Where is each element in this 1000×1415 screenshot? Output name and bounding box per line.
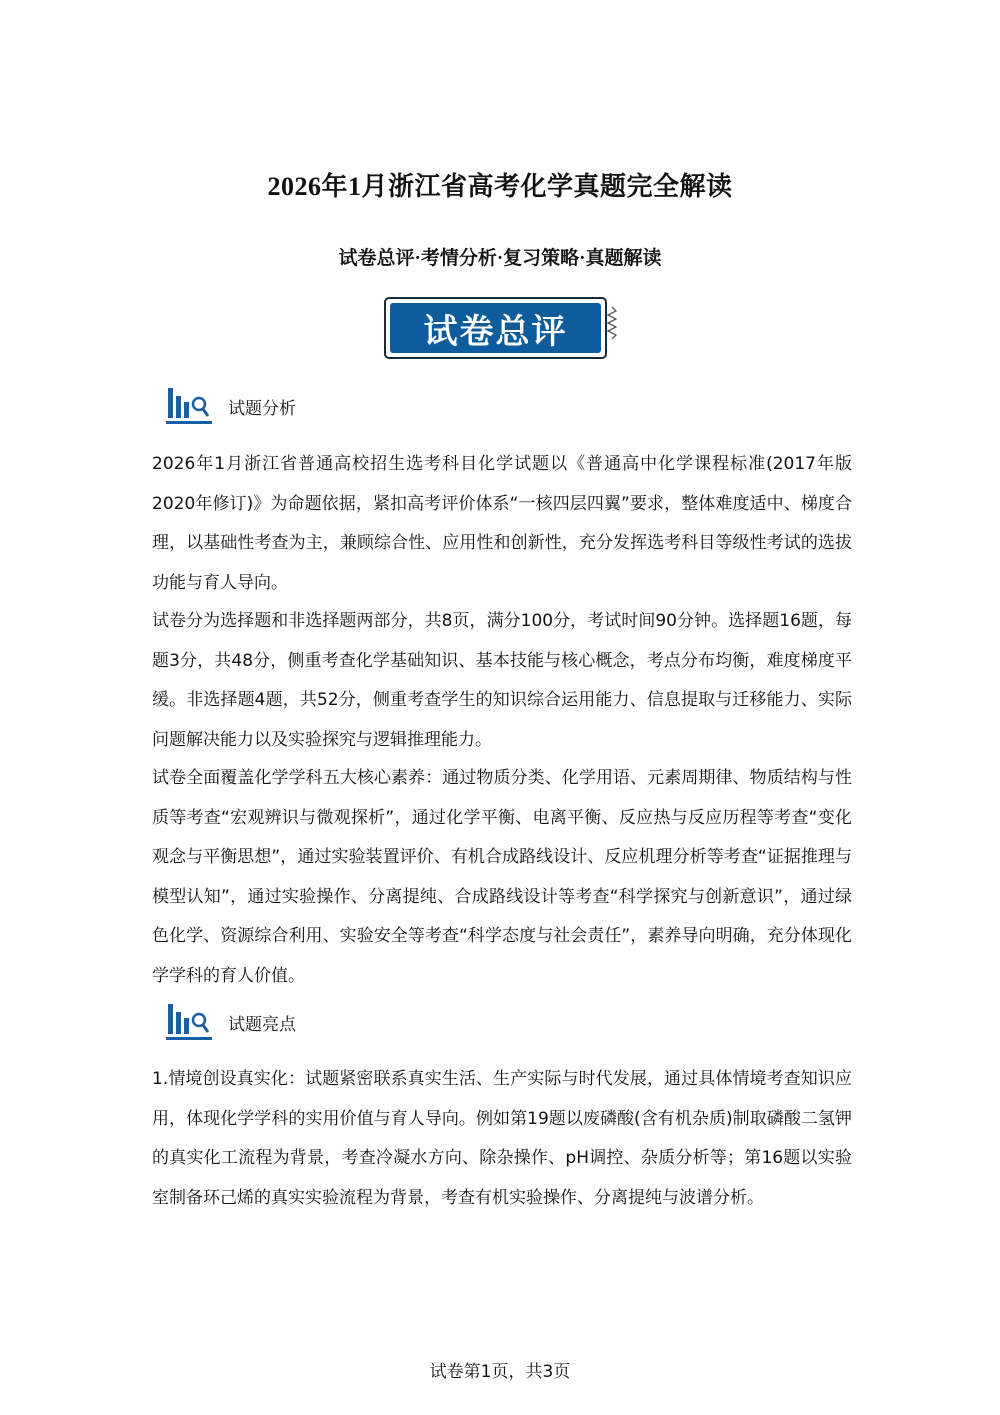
section-banner [384, 297, 607, 359]
section-heading-analysis [166, 386, 296, 426]
section-heading-label: 试题分析 [228, 398, 296, 419]
wavy-line-icon [606, 306, 618, 340]
section-heading-label: 试题亮点 [228, 1014, 296, 1035]
paragraph: 1.情境创设真实化：试题紧密联系真实生活、生产实际与时代发展，通过具体情境考查知识应用，体现化学学科的实用价值与育人导向。例如第19题以废磷酸(含有机杂质)制取磷酸二氢钾的真实化工流程为背景，考查冷凝水方向、除杂操作、pH调控、杂质分析等；第16题以实验室制备环己烯的真实实验流程为背景，考查有机实验操作、分离提纯与波谱分析。 [152, 1069, 852, 1208]
banner-label: 试卷总评 [423, 311, 568, 352]
chart-magnifier-icon [166, 1002, 212, 1042]
document-title: 2026年1月浙江省高考化学真题完全解读 [267, 172, 733, 201]
banner-fill [390, 303, 601, 353]
paragraph: 试卷分为选择题和非选择题两部分，共8页，满分100分，考试时间90分钟。选择题16题，每题3分，共48分，侧重考查化学基础知识、基本技能与核心概念，考点分布均衡，难度梯度平缓。非选择题4题，共52分，侧重考查学生的知识综合运用能力、信息提取与迁移能力、实际问题解决能力以及实验探究与逻辑推理能力。 [152, 611, 852, 750]
section-heading-highlights [166, 1002, 296, 1042]
chart-magnifier-icon [166, 386, 212, 426]
paragraph: 2026年1月浙江省普通高校招生选考科目化学试题以《普通高中化学课程标准(2017年版2020年修订)》为命题依据，紧扣高考评价体系“一核四层四翼”要求，整体难度适中、梯度合理，以基础性考查为主，兼顾综合性、应用性和创新性，充分发挥选考科目等级性考试的选拔功能与育人导向。 [152, 454, 852, 593]
page-footer: 试卷第1页，共3页 [429, 1362, 571, 1382]
paragraph: 试卷全面覆盖化学学科五大核心素养：通过物质分类、化学用语、元素周期律、物质结构与性质等考查“宏观辨识与微观探析”，通过化学平衡、电离平衡、反应热与反应历程等考查“变化观念与平衡思想”，通过实验装置评价、有机合成路线设计、反应机理分析等考查“证据推理与模型认知”，通过实验操作、分离提纯、合成路线设计等考查“科学探究与创新意识”，通过绿色化学、资源综合利用、实验安全等考查“科学态度与社会责任”，素养导向明确，充分体现化学学科的育人价值。 [152, 768, 852, 986]
document-subtitle: 试卷总评·考情分析·复习策略·真题解读 [338, 248, 662, 269]
